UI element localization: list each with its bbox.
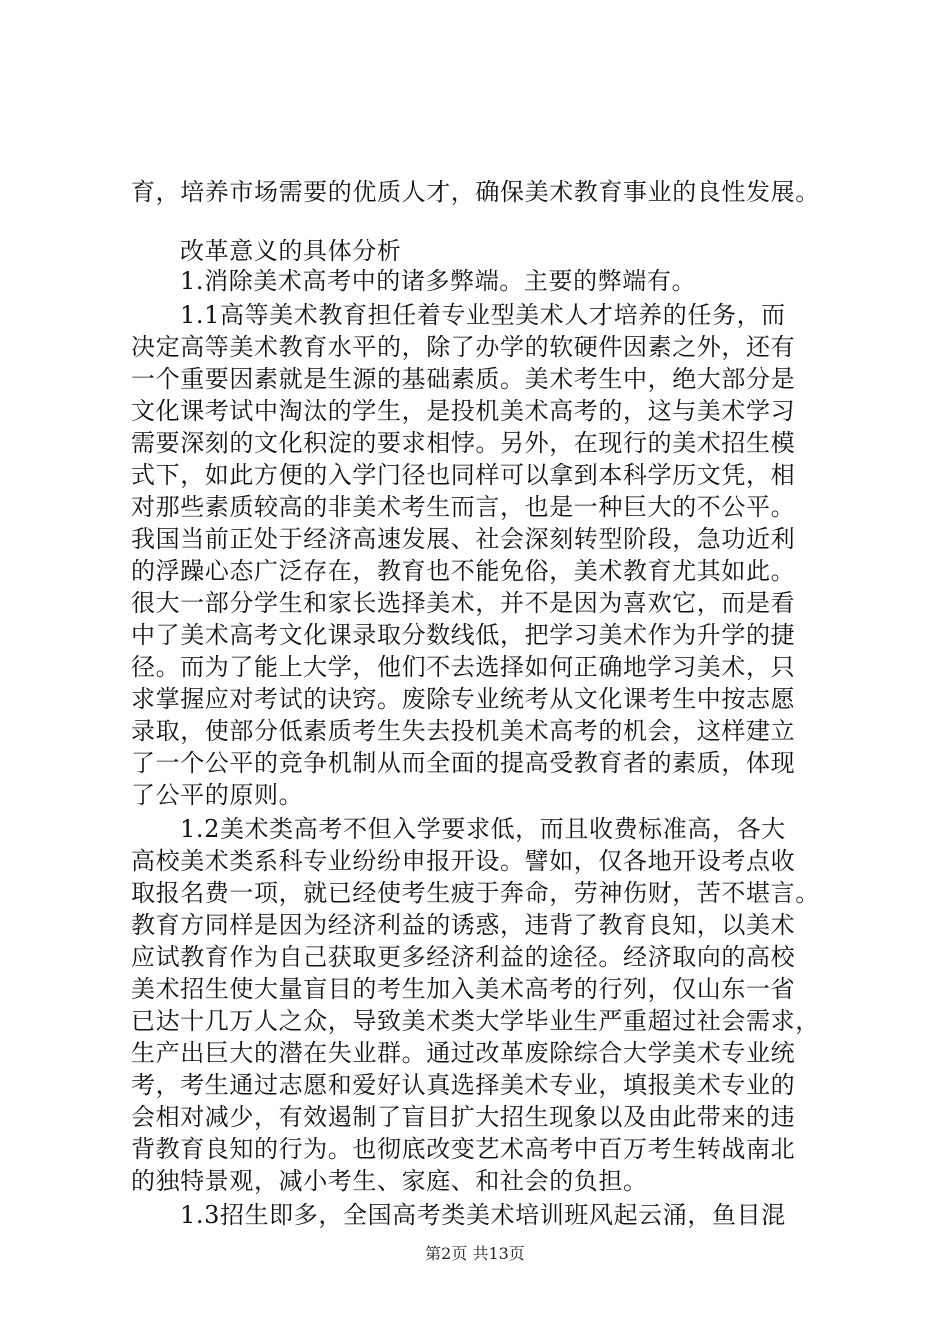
text-line-20: 1.2美术类高考不但入学要求低，而且收费标准高，各大 <box>180 815 786 843</box>
section-heading: 改革意义的具体分析 <box>180 237 402 265</box>
text-line-27: 生产出巨大的潜在失业群。通过改革废除综合大学美术专业统 <box>131 1039 796 1067</box>
text-line-12: 的浮躁心态广泛存在，教育也不能免俗，美术教育尤其如此。 <box>131 557 796 585</box>
text-line-24: 应试教育作为自己获取更多经济利益的途径。经济取向的高校 <box>131 943 796 971</box>
text-line-3: 1.消除美术高考中的诸多弊端。主要的弊端有。 <box>180 267 697 295</box>
text-line-30: 背教育良知的行为。也彻底改变艺术高考中百万考生转战南北 <box>131 1135 796 1163</box>
text-line-17: 录取，使部分低素质考生失去投机美术高考的机会，这样建立 <box>131 717 796 745</box>
text-line-23: 教育方同样是因为经济利益的诱惑，违背了教育良知，以美术 <box>131 911 796 939</box>
text-line-32: 1.3招生即多，全国高考类美术培训班风起云涌，鱼目混 <box>180 1201 786 1229</box>
text-line-1: 育，培养市场需要的优质人才，确保美术教育事业的良性发展。 <box>131 178 820 206</box>
text-line-13: 很大一部分学生和家长选择美术，并不是因为喜欢它，而是看 <box>131 589 796 617</box>
text-line-26: 已达十几万人之众，导致美术类大学毕业生严重超过社会需求， <box>131 1007 820 1035</box>
text-line-8: 需要深刻的文化积淀的要求相悖。另外，在现行的美术招生模 <box>131 429 796 457</box>
text-line-7: 文化课考试中淘汰的学生，是投机美术高考的，这与美术学习 <box>131 397 796 425</box>
page-number-footer: 第2页 共13页 <box>425 1244 525 1263</box>
text-line-11: 我国当前正处于经济高速发展、社会深刻转型阶段，急功近利 <box>131 525 796 553</box>
text-line-6: 一个重要因素就是生源的基础素质。美术考生中，绝大部分是 <box>131 365 796 393</box>
text-line-10: 对那些素质较高的非美术考生而言，也是一种巨大的不公平。 <box>131 493 796 521</box>
text-line-21: 高校美术类系科专业纷纷申报开设。譬如，仅各地开设考点收 <box>131 847 796 875</box>
text-line-14: 中了美术高考文化课录取分数线低，把学习美术作为升学的捷 <box>131 621 796 649</box>
text-line-4: 1.1高等美术教育担任着专业型美术人才培养的任务，而 <box>180 301 786 329</box>
text-line-28: 考，考生通过志愿和爱好认真选择美术专业，填报美术专业的 <box>131 1071 796 1099</box>
text-line-25: 美术招生使大量盲目的考生加入美术高考的行列，仅山东一省 <box>131 975 796 1003</box>
text-line-18: 了一个公平的竞争机制从而全面的提高受教育者的素质，体现 <box>131 749 796 777</box>
text-line-16: 求掌握应对考试的诀窍。废除专业统考从文化课考生中按志愿 <box>131 685 796 713</box>
text-line-15: 径。而为了能上大学，他们不去选择如何正确地学习美术，只 <box>131 653 796 681</box>
text-line-5: 决定高等美术教育水平的，除了办学的软硬件因素之外，还有 <box>131 333 796 361</box>
text-line-9: 式下，如此方便的入学门径也同样可以拿到本科学历文凭，相 <box>131 461 796 489</box>
text-line-31: 的独特景观，减小考生、家庭、和社会的负担。 <box>131 1167 648 1195</box>
text-line-29: 会相对减少，有效遏制了盲目扩大招生现象以及由此带来的违 <box>131 1103 796 1131</box>
text-line-22: 取报名费一项，就已经使考生疲于奔命，劳神伤财，苦不堪言。 <box>131 879 820 907</box>
text-line-19: 了公平的原则。 <box>131 781 304 809</box>
